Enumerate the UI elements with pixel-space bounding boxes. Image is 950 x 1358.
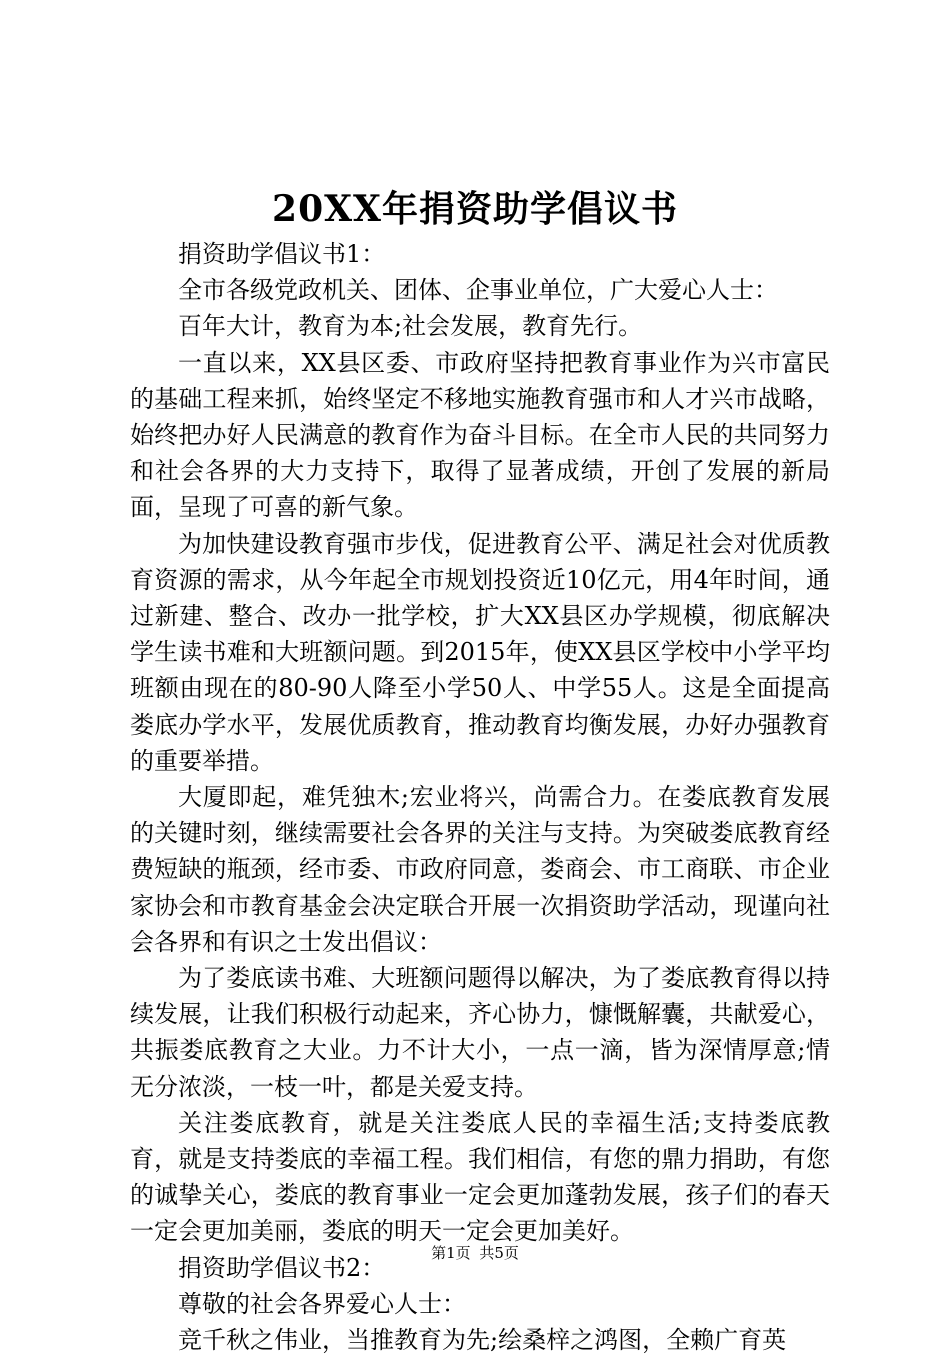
paragraph: 百年大计，教育为本;社会发展，教育先行。: [178, 312, 643, 341]
page-footer: [0, 1243, 950, 1263]
paragraph: 大厦即起，难凭独木;宏业将兴，尚需合力。在娄底教育发展的关键时刻，继续需要社会各界的关注与支持。为突破娄底教育经费短缺的瓶颈，经市委、市政府同意，娄商会、市工商联、市企业家协会和市教育基金会决定联合开展一次捐资助学活动，现谨向社会各界和有识之士发出倡议：: [130, 783, 830, 956]
paragraph: 捐资助学倡议书2：: [178, 1253, 386, 1282]
document-body: [130, 236, 830, 1358]
paragraph: 关注娄底教育，就是关注娄底人民的幸福生活;支持娄底教育，就是支持娄底的幸福工程。我们相信，有您的鼎力捐助，有您的诚挚关心，娄底的教育事业一定会更加蓬勃发展，孩子们的春天一定会更加美丽，娄底的明天一定会更加美好。: [130, 1108, 830, 1246]
page-number-total: 共5页: [479, 1244, 519, 1262]
paragraph: 捐资助学倡议书1：: [178, 240, 386, 268]
paragraph: 全市各级党政机关、团体、企事业单位，广大爱心人士：: [178, 276, 778, 305]
paragraph: 竞千秋之伟业，当推教育为先;绘桑梓之鸿图，全赖广育英: [178, 1326, 787, 1355]
paragraph: 尊敬的社会各界爱心人士：: [178, 1289, 466, 1318]
paragraph: 一直以来，XX县区委、市政府坚持把教育事业作为兴市富民的基础工程来抓，始终坚定不移地实施教育强市和人才兴市战略，始终把办好人民满意的教育作为奋斗目标。在全市人民的共同努力和社会各界的大力支持下，取得了显著成绩，开创了发展的新局面，呈现了可喜的新气象。: [130, 348, 830, 522]
page-number-current: 第1页: [431, 1244, 471, 1262]
paragraph: 为加快建设教育强市步伐，促进教育公平、满足社会对优质教育资源的需求，从今年起全市规划投资近10亿元，用4年时间，通过新建、整合、改办一批学校，扩大XX县区办学规模，彻底解决学生读书难和大班额问题。到2015年，使XX县区学校中小学平均班额由现在的80-90人降至小学50人、中学55人。这是全面提高娄底办学水平，发展优质教育，推动教育均衡发展，办好办强教育的重要举措。: [130, 529, 830, 775]
paragraph: 为了娄底读书难、大班额问题得以解决，为了娄底教育得以持续发展，让我们积极行动起来，齐心协力，慷慨解囊，共献爱心，共振娄底教育之大业。力不计大小，一点一滴，皆为深情厚意;情无分浓淡，一枝一叶，都是关爱支持。: [130, 964, 830, 1101]
document-title: 20XX年捐资助学倡议书: [272, 188, 678, 230]
